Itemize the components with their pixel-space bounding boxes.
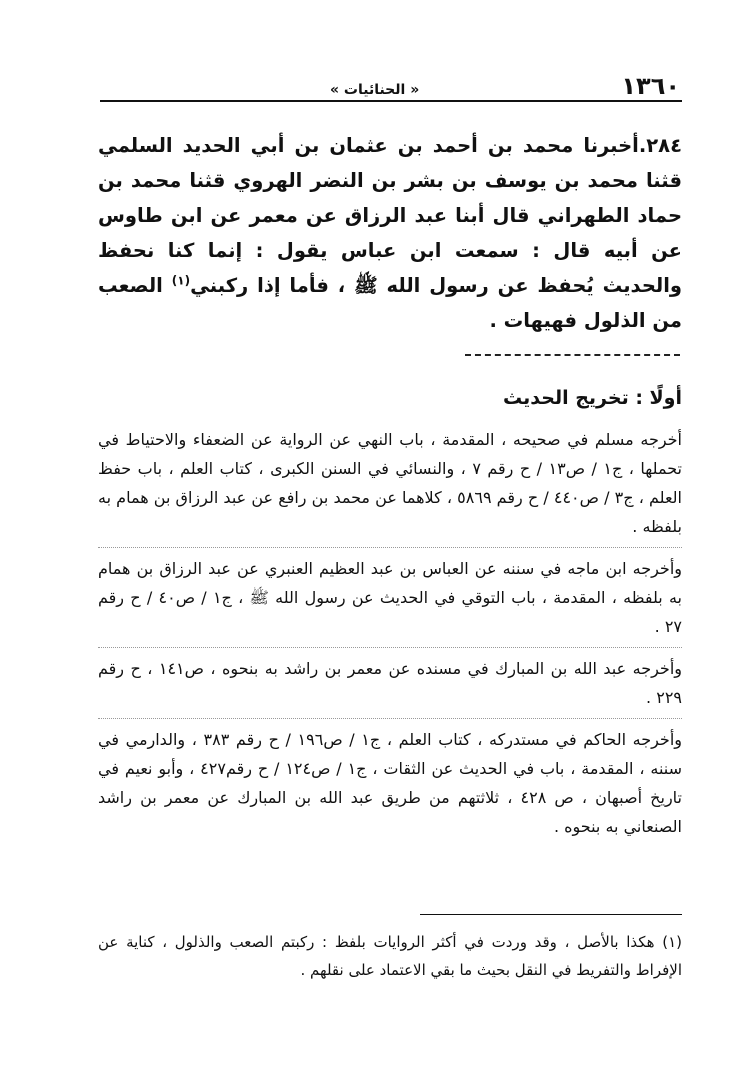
takhrij-paragraph: وأخرجه الحاكم في مستدركه ، كتاب العلم ، ج١ / ص١٩٦ / ح رقم ٣٨٣ ، والدارمي في سننه ، المقدمة ، باب في الحديث عن الثقات ، ج١ / ص١٢٤ / ح رقم٤٢٧ ، وأبو نعيم في تاريخ أصبهان ، ص ٤٢٨ ، ثلاثتهم من طريق عبد الله بن المبارك عن معمر بن راشد الصنعاني به بنحوه . [98, 730, 683, 836]
section-heading: أولًا : تخريج الحديث [503, 387, 682, 409]
paragraph-separator [98, 718, 682, 719]
hadith-body-2: الصعب من الذلول فهيهات . [98, 274, 682, 332]
footnote-rule [420, 914, 682, 915]
page-header [100, 70, 680, 100]
hadith-lead-word: أخبرنا [583, 134, 639, 157]
hadith-number: ٢٨٤. [638, 134, 682, 157]
section-divider [465, 354, 680, 356]
takhrij-body [98, 425, 682, 841]
takhrij-paragraph: أخرجه مسلم في صحيحه ، المقدمة ، باب النهي عن الرواية عن الضعفاء والاحتياط في تحملها ، ج١ / ص١٣ / ح رقم ٧ ، والنسائي في السنن الكبرى ، كتاب العلم ، باب حفظ العلم ، ج٣ / ص٤٤٠ / ح رقم ٥٨٦٩ ، كلاهما عن محمد بن رافع عن عبد الرزاق بن همام به بلفظه . [98, 430, 683, 536]
paragraph-separator [98, 647, 682, 648]
header-rule [100, 100, 682, 102]
footnote-text: هكذا بالأصل ، وقد وردت في أكثر الروايات بلفظ : ركبتم الصعب والذلول ، كناية عن الإفراط والتفريط في النقل بحيث ما بقي الاعتماد على نقلهم . [98, 933, 682, 979]
hadith-body-1: محمد بن أحمد بن عثمان بن أبي الحديد السلمي قثنا محمد بن يوسف بن بشر بن النضر الهروي قثنا محمد بن حماد الطهراني قال أبنا عبد الرزاق عن معمر عن ابن طاوس عن أبيه قال : سمعت ابن عباس يقول : إنما كنا نحفظ والحديث يُحفظ عن رسول الله ﷺ ، فأما إذا ركبني [98, 134, 682, 297]
running-title: « الحنائيات » [330, 82, 420, 98]
takhrij-paragraph: وأخرجه عبد الله بن المبارك في مسنده عن معمر بن راشد به بنحوه ، ص١٤١ ، ح رقم ٢٢٩ . [98, 659, 682, 707]
footnote [98, 928, 682, 984]
footnote-reference[interactable]: (١) [171, 273, 191, 288]
page-number: ١٣٦٠ [621, 72, 680, 100]
paragraph-separator [98, 547, 682, 548]
footnote-marker: (١) [662, 933, 682, 951]
takhrij-paragraph: وأخرجه ابن ماجه في سننه عن العباس بن عبد العظيم العنبري عن عبد الرزاق بن همام به بلفظه ، المقدمة ، باب التوقي في الحديث عن رسول الله ﷺ ، ج١ / ص٤٠ / ح رقم ٢٧ . [98, 559, 683, 636]
hadith-text [98, 128, 682, 338]
